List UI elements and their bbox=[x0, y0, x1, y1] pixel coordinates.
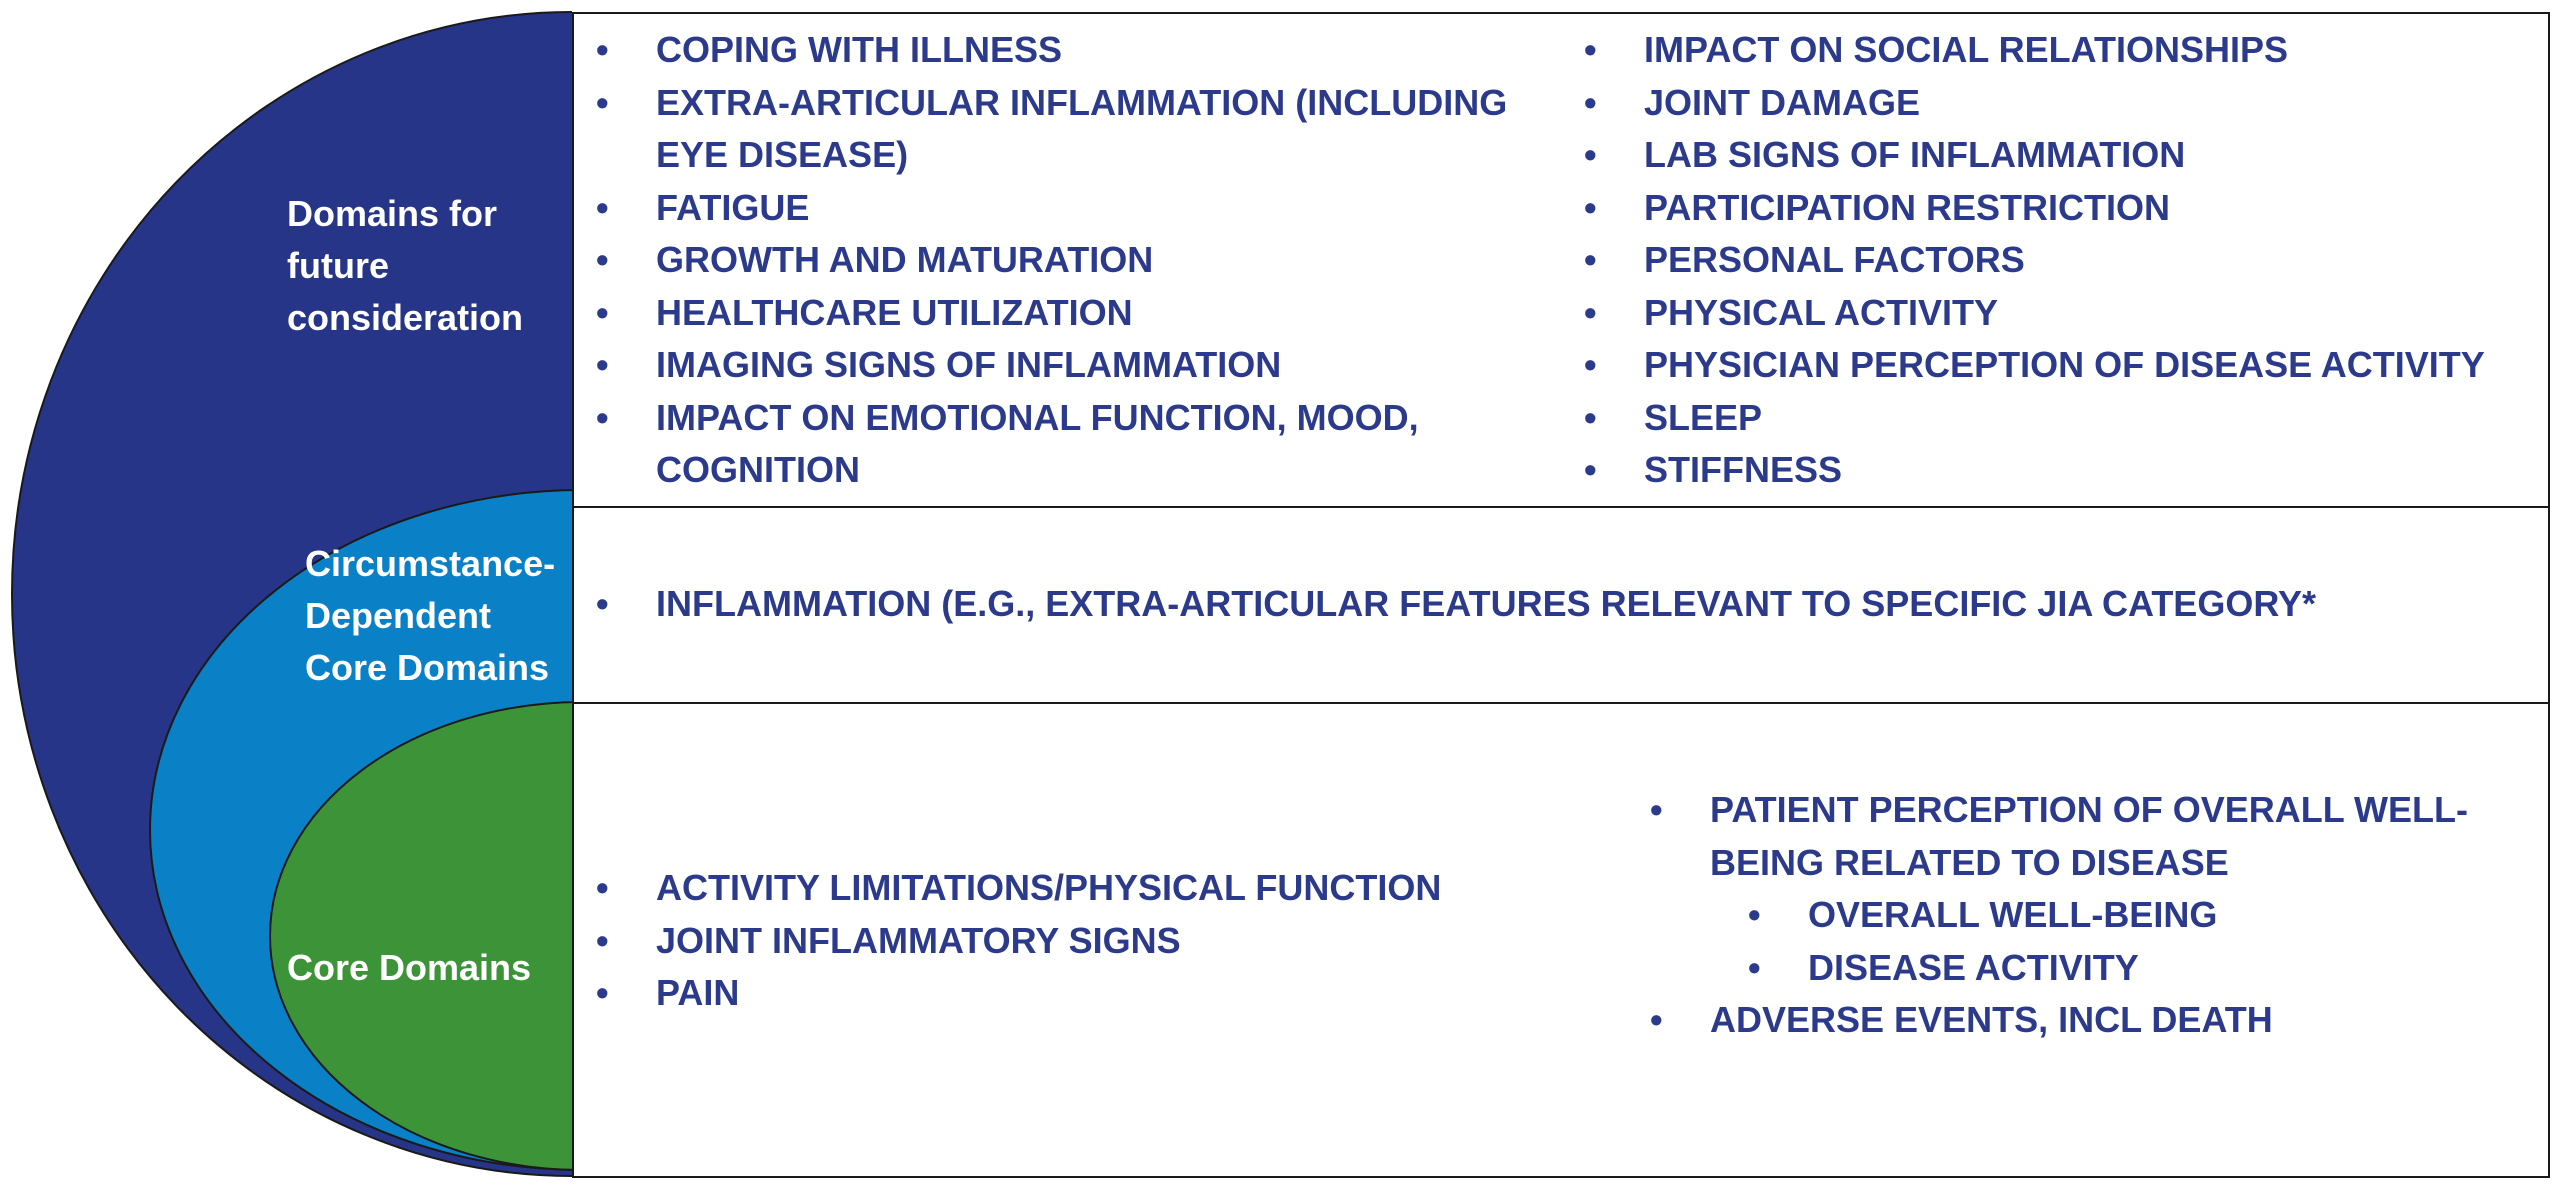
future-domains-label: Domains for future consideration bbox=[287, 193, 524, 338]
domain-item bbox=[1582, 77, 2542, 130]
domain-item bbox=[1648, 994, 2528, 1047]
domain-item-label: ACTIVITY LIMITATIONS/PHYSICAL FUNCTION bbox=[656, 867, 1442, 908]
core-domains-left-list bbox=[594, 862, 1554, 1020]
domain-item-label: GROWTH AND MATURATION bbox=[656, 239, 1154, 280]
domain-item bbox=[1648, 784, 2528, 994]
domain-item-label: LAB SIGNS OF INFLAMMATION bbox=[1644, 134, 2186, 175]
domain-item bbox=[1582, 444, 2542, 497]
domain-item-label: PARTICIPATION RESTRICTION bbox=[1644, 186, 2170, 228]
domain-item-label: INFLAMMATION (E.G., EXTRA-ARTICULAR FEATURES RELEVANT TO SPECIFIC JIA CATEGORY* bbox=[656, 583, 2317, 624]
domain-item-label: HEALTHCARE UTILIZATION bbox=[656, 291, 1133, 333]
future-domains-right-list bbox=[1582, 24, 2542, 497]
domain-item-label: SLEEP bbox=[1644, 396, 1763, 438]
domain-item-label: STIFFNESS bbox=[1644, 449, 1843, 490]
sub-domain-item: • DISEASE ACTIVITY bbox=[1710, 942, 2528, 995]
domain-item-label: EXTRA-ARTICULAR INFLAMMATION (INCLUDING EYE DISEASE) bbox=[656, 81, 1508, 175]
core-domains-label: Core Domains bbox=[287, 947, 532, 988]
domain-item-label: PHYSICAL ACTIVITY bbox=[1644, 291, 1999, 333]
sub-item-list bbox=[1710, 889, 2528, 994]
domain-item-label: PATIENT PERCEPTION OF OVERALL WELL-BEING RELATED TO DISEASE bbox=[1710, 789, 2469, 883]
domain-item-label: FATIGUE bbox=[656, 186, 810, 228]
domain-item-label: IMPACT ON EMOTIONAL FUNCTION, MOOD, COGNITION bbox=[656, 396, 1419, 490]
domain-item-label: PAIN bbox=[656, 972, 740, 1013]
domain-item bbox=[1582, 339, 2542, 392]
domain-item bbox=[594, 578, 2534, 631]
future-domains-box bbox=[572, 12, 2550, 508]
circumstance-domains-box bbox=[572, 506, 2550, 704]
circumstance-domains-label: Circumstance- Dependent Core Domains bbox=[305, 543, 556, 688]
domain-item bbox=[1582, 182, 2542, 235]
domain-item bbox=[594, 392, 1574, 497]
future-domains-left-list bbox=[594, 24, 1574, 497]
domain-item bbox=[594, 24, 1574, 77]
domain-item-label: PHYSICIAN PERCEPTION OF DISEASE ACTIVITY bbox=[1644, 344, 2485, 385]
domain-item bbox=[594, 234, 1574, 287]
domain-item bbox=[594, 287, 1574, 340]
domain-item-label: IMAGING SIGNS OF INFLAMMATION bbox=[656, 344, 1282, 385]
domain-item bbox=[594, 967, 1554, 1020]
domain-item bbox=[1582, 129, 2542, 182]
domain-item bbox=[1582, 287, 2542, 340]
core-domains-right-list bbox=[1648, 784, 2528, 1047]
domain-item bbox=[594, 915, 1554, 968]
circumstance-domains-list bbox=[594, 578, 2534, 631]
domain-item bbox=[594, 182, 1574, 235]
domain-item-label: JOINT DAMAGE bbox=[1644, 81, 1921, 123]
core-domains-box bbox=[572, 702, 2550, 1178]
domain-item-label: ADVERSE EVENTS, INCL DEATH bbox=[1710, 999, 2273, 1040]
domain-item bbox=[1582, 234, 2542, 287]
domain-item bbox=[1582, 24, 2542, 77]
domain-item-label: COPING WITH ILLNESS bbox=[656, 29, 1063, 70]
domain-item-label: PERSONAL FACTORS bbox=[1644, 239, 2025, 280]
domain-item bbox=[1582, 392, 2542, 445]
domain-item-label: JOINT INFLAMMATORY SIGNS bbox=[656, 919, 1181, 961]
sub-domain-item: • OVERALL WELL-BEING bbox=[1710, 889, 2528, 942]
domain-item bbox=[594, 339, 1574, 392]
domain-item bbox=[594, 77, 1574, 182]
domain-item-label: IMPACT ON SOCIAL RELATIONSHIPS bbox=[1644, 29, 2289, 70]
domain-item bbox=[594, 862, 1554, 915]
